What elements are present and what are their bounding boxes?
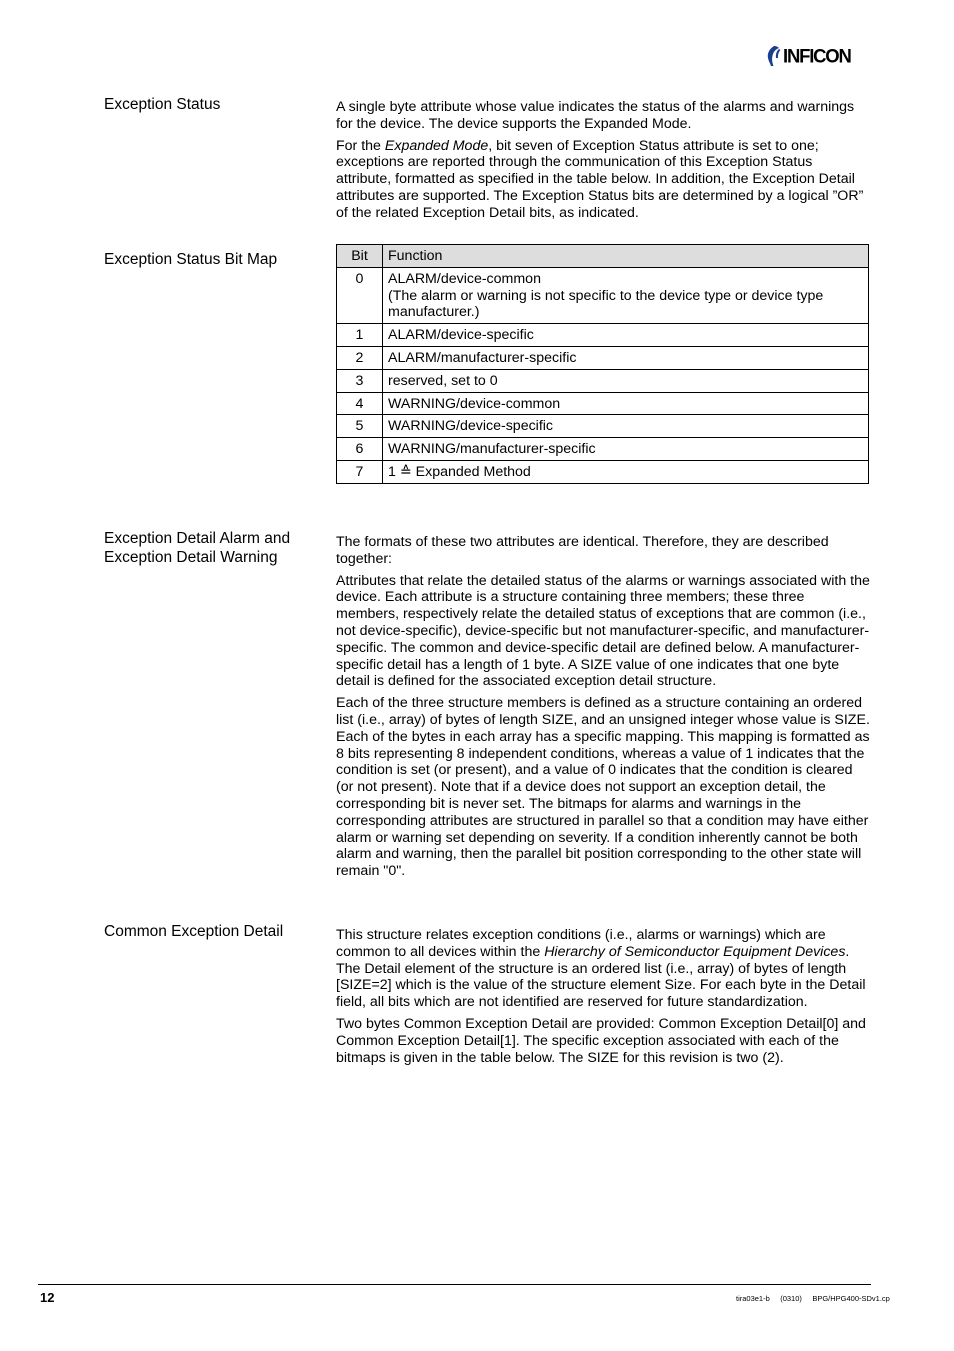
heading-line: Exception Detail Alarm and [104, 530, 291, 547]
bit-cell: 5 [337, 415, 383, 438]
table-header-row [337, 245, 869, 268]
footer-divider [38, 1284, 871, 1285]
inficon-logo-icon [766, 45, 782, 67]
text-run: . The Detail element of the structure is an ordered list (i.e., array) of bytes of length [SIZE=2] which is the value of the structure element Size. For each byte in the Detail field, all bits which are not identified are reserved for future standardization. [336, 943, 866, 1011]
exception-status-text [336, 99, 870, 222]
table-row [337, 438, 869, 461]
bit-cell: 6 [337, 438, 383, 461]
table-row [337, 460, 869, 483]
text-run: , bit seven of Exception Status attribute is set to one; exceptions are reported through the communication of this Exception Status attribute, formatted as specified in the table below. In addition, the Exception Detail attributes are supported. The Exception Status bits are determined by a logical ”OR” of the related Exception Detail bits, as indicated. [336, 137, 864, 221]
function-cell: reserved, set to 0 [383, 369, 869, 392]
doc-file: BPG/HPG400-SDv1.cp [812, 1294, 890, 1303]
heading-exception-status: Exception Status [104, 96, 221, 113]
text-run: For the [336, 137, 385, 154]
column-header-bit: Bit [337, 245, 383, 268]
document-reference [736, 1294, 890, 1303]
bit-cell: 4 [337, 392, 383, 415]
bit-map-table [336, 244, 869, 484]
bit-cell: 7 [337, 460, 383, 483]
function-cell: WARNING/device-specific [383, 415, 869, 438]
heading-common-exception-detail: Common Exception Detail [104, 923, 284, 940]
paragraph [336, 138, 870, 222]
paragraph: Each of the three structure members is defined as a structure containing an ordered list (i.e., array) of bytes of length SIZE, and an unsigned integer whose value is SIZE. Each of the bytes in each array has a specific mapping. This mapping is formatted as 8 bits representing 8 independent conditions, whereas a value of 1 indicates that the condition is set (or present), and a value of 0 indicates that the condition is cleared (or not present). Note that if a device does not support an exception detail, the corresponding bit is never set. The bitmaps for alarms and warnings in the corresponding attributes are structured in parallel so that a condition may have either alarm or warning set depending on severity. If a condition inherently cannot be both alarm and warning, then the parallel bit position corresponding to the other state will remain "0". [336, 695, 870, 880]
bit-cell: 0 [337, 267, 383, 323]
function-cell: ALARM/manufacturer-specific [383, 346, 869, 369]
table-row [337, 346, 869, 369]
function-cell: 1 ≙ Expanded Method [383, 460, 869, 483]
common-exception-detail-text [336, 927, 870, 1066]
emphasis-hierarchy: Hierarchy of Semiconductor Equipment Devices [544, 943, 846, 960]
function-cell: WARNING/manufacturer-specific [383, 438, 869, 461]
function-cell: ALARM/device-specific [383, 324, 869, 347]
emphasis-expanded-mode: Expanded Mode [384, 137, 489, 154]
doc-code: tira03e1-b [736, 1294, 770, 1303]
brand-logo [766, 44, 851, 68]
table-row [337, 324, 869, 347]
paragraph [336, 927, 870, 1011]
table-row [337, 392, 869, 415]
paragraph: The formats of these two attributes are identical. Therefore, they are described together: [336, 534, 829, 567]
table-row [337, 415, 869, 438]
exception-detail-text [336, 534, 870, 880]
doc-date: (0310) [780, 1294, 802, 1303]
function-note: (The alarm or warning is not specific to the device type or device type manufacturer.) [388, 287, 824, 321]
bit-cell: 2 [337, 346, 383, 369]
function-label: ALARM/device-common [388, 270, 541, 287]
table-row [337, 267, 869, 323]
heading-line: Exception Detail Warning [104, 549, 278, 566]
bit-cell: 3 [337, 369, 383, 392]
column-header-function: Function [383, 245, 869, 268]
function-cell: WARNING/device-common [383, 392, 869, 415]
brand-name: INFICON [783, 44, 851, 67]
function-cell [383, 267, 869, 323]
heading-bit-map: Exception Status Bit Map [104, 251, 278, 268]
heading-exception-detail [104, 529, 290, 567]
text-run: This structure relates exception conditions (i.e., alarms or warnings) which are common to all devices within the [336, 927, 826, 960]
paragraph: Attributes that relate the detailed status of the alarms or warnings associated with the device. Each attribute is a structure containing three members; these three members, respectively relate the detailed status of exceptions that are common (i.e., not device-specific), device-specific but not manufacturer-specific, and manufacturer-specific. The common and device-specific detail are defined below. A manufacturer-specific detail has a length of 1 byte. A SIZE value of one indicates that one byte detail is defined for the associated exception detail structure. [336, 572, 870, 690]
page-number: 12 [40, 1290, 55, 1305]
paragraph: A single byte attribute whose value indicates the status of the alarms and warnings for the device. The device supports the Expanded Mode. [336, 99, 855, 132]
table-row [337, 369, 869, 392]
bit-cell: 1 [337, 324, 383, 347]
paragraph: Two bytes Common Exception Detail are provided: Common Exception Detail[0] and Common Exception Detail[1]. The specific exception associated with each of the bitmaps is given in the table below. The SIZE for this revision is two (2). [336, 1015, 866, 1066]
